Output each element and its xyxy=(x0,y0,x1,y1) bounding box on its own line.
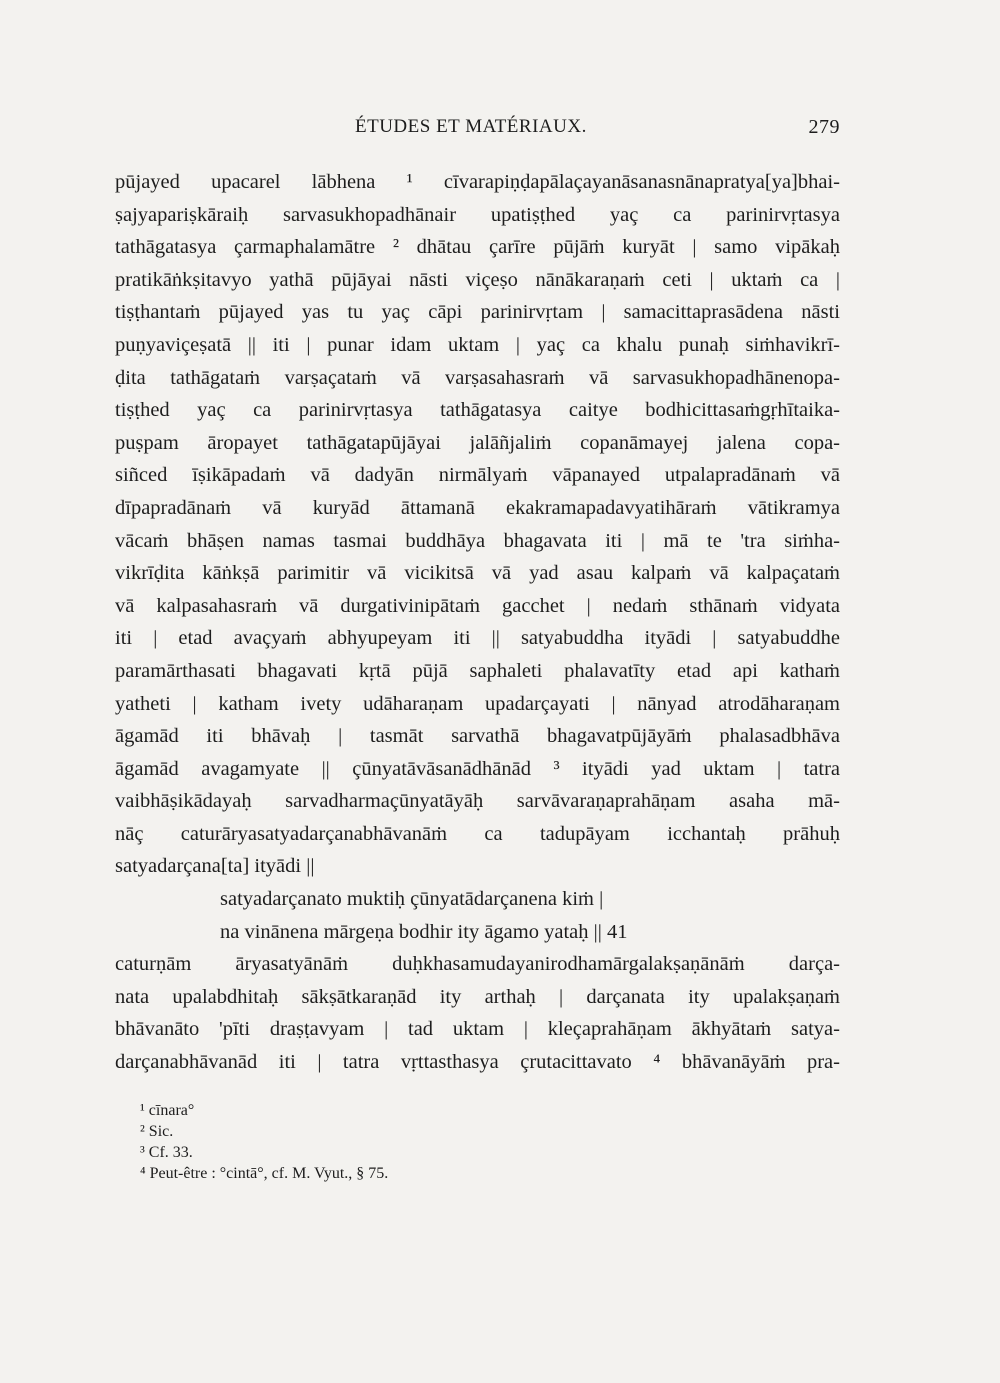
text-line: darçanabhāvanād iti | tatra vṛttasthasya çrutacittavato ⁴ bhāvanāyāṁ pra- xyxy=(115,1051,840,1074)
verse-line: satyadarçanato muktiḥ çūnyatādarçanena kiṁ | xyxy=(220,888,604,911)
text-line: tiṣṭhed yaç ca parinirvṛtasya tathāgatasya caitye bodhicittasaṁgṛhītaika- xyxy=(115,399,840,422)
text-line: caturṇām āryasatyānāṁ duḥkhasamudayanirodhamārgalakṣaṇānāṁ darça- xyxy=(115,953,840,976)
text-line: dīpapradānaṁ vā kuryād āttamanā ekakramapadavyatihāraṁ vātikramya xyxy=(115,496,840,519)
text-line: puṣpam āropayet tathāgatapūjāyai jalāñjaliṁ copanāmayej jalena copa- xyxy=(115,431,840,454)
text-line: nata upalabdhitaḥ sākṣātkaraṇād ity arthaḥ | darçanata ity upalakṣaṇaṁ xyxy=(115,985,840,1008)
text-line: āgamād avagamyate || çūnyatāvāsanādhānād ³ ityādi yad uktam | tatra xyxy=(115,757,840,780)
page-number: 279 xyxy=(808,116,840,138)
running-title: ÉTUDES ET MATÉRIAUX. xyxy=(355,116,587,137)
footnote: ³ Cf. 33. xyxy=(140,1144,193,1161)
text-line: yatheti | katham ivety udāharaṇam upadarçayati | nānyad atrodāharaṇam xyxy=(115,692,840,715)
text-line: vikrīḍita kāṅkṣā parimitir vā vicikitsā vā yad asau kalpaṁ vā kalpaçataṁ xyxy=(115,562,840,585)
text-line: siñced īṣikāpadaṁ vā dadyān nirmālyaṁ vāpanayed utpalapradānaṁ vā xyxy=(115,464,840,487)
text-line: satyadarçana[ta] ityādi || xyxy=(115,855,315,878)
text-line: pratikāṅkṣitavyo yathā pūjāyai nāsti viçeṣo nānākaraṇaṁ ceti | uktaṁ ca | xyxy=(115,268,840,291)
text-line: paramārthasati bhagavati kṛtā pūjā saphaleti phalavatīty etad api kathaṁ xyxy=(115,659,840,682)
text-line: ḍita tathāgataṁ varṣaçataṁ vā varṣasahasraṁ vā sarvasukhopadhānenopa- xyxy=(115,366,840,389)
text-line: vaibhāṣikādayaḥ sarvadharmaçūnyatāyāḥ sarvāvaraṇaprahāṇam asaha mā- xyxy=(115,790,840,813)
text-line: tathāgatasya çarmaphalamātre ² dhātau çarīre pūjāṁ kuryāt | samo vipākaḥ xyxy=(115,236,840,259)
text-line: iti | etad avaçyaṁ abhyupeyam iti || satyabuddha ityādi | satyabuddhe xyxy=(115,627,840,650)
verse-line: na vinānena mārgeṇa bodhir ity āgamo yataḥ || 41 xyxy=(220,920,628,943)
text-line: āgamād iti bhāvaḥ | tasmāt sarvathā bhagavatpūjāyāṁ phalasadbhāva xyxy=(115,725,840,748)
text-line: bhāvanāto 'pīti draṣṭavyam | tad uktam | kleçaprahāṇam ākhyātaṁ satya- xyxy=(115,1018,840,1041)
text-line: ṣajyapariṣkāraiḥ sarvasukhopadhānair upatiṣṭhed yaç ca parinirvṛtasya xyxy=(115,203,840,226)
text-line: pūjayed upacarel lābhena ¹ cīvarapiṇḍapālaçayanāsanasnānapratya[ya]bhai- xyxy=(115,171,840,193)
text-line: puṇyaviçeṣatā || iti | punar idam uktam | yaç ca khalu punaḥ siṁhavikrī- xyxy=(115,333,840,356)
footnotes xyxy=(140,1100,640,1184)
text-line: tiṣṭhantaṁ pūjayed yas tu yaç cāpi parinirvṛtam | samacittaprasādena nāsti xyxy=(115,301,840,324)
footnote: ⁴ Peut-être : °cintā°, cf. M. Vyut., § 75. xyxy=(140,1165,389,1182)
footnote: ² Sic. xyxy=(140,1123,174,1140)
footnote: ¹ cīnara° xyxy=(140,1102,195,1119)
text-line: nāç caturāryasatyadarçanabhāvanāṁ ca tadupāyam icchantaḥ prāhuḥ xyxy=(115,822,840,845)
text-line: vā kalpasahasraṁ vā durgativinipātaṁ gacchet | nedaṁ sthānaṁ vidyata xyxy=(115,594,840,617)
text-line: vācaṁ bhāṣen namas tasmai buddhāya bhagavata iti | mā te 'tra siṁha- xyxy=(115,529,840,552)
body-text xyxy=(115,166,840,1079)
